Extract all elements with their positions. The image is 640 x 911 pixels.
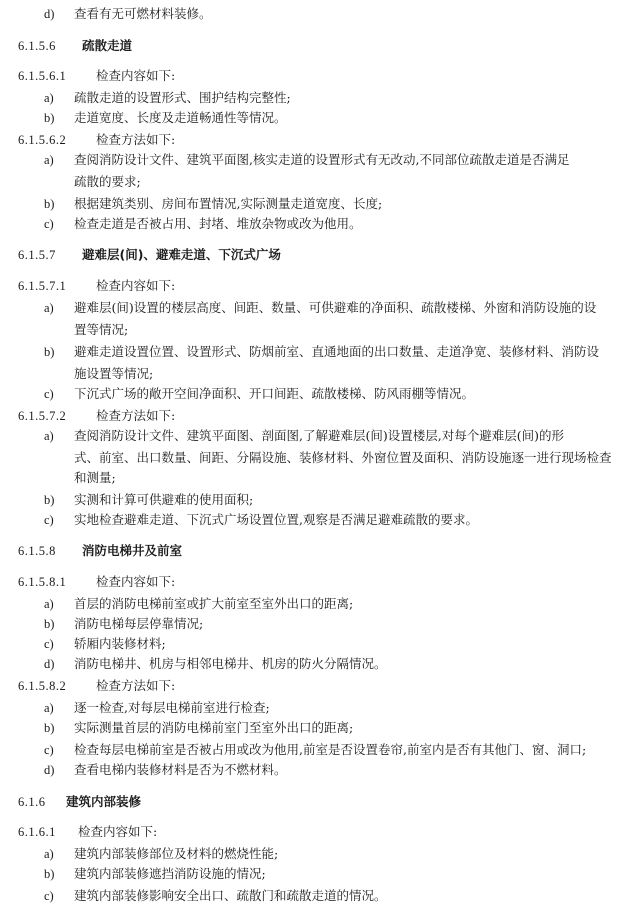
list-marker: a) xyxy=(44,429,54,443)
list-marker: b) xyxy=(44,345,55,359)
list-marker: a) xyxy=(44,153,54,167)
list-item-text: 查阅消防设计文件、建筑平面图、剖面图,了解避难层(间)设置楼层,对每个避难层(间)的形 xyxy=(74,428,564,443)
list-marker: b) xyxy=(44,867,55,881)
clause-number: 6.1.5.8.2 xyxy=(18,679,67,693)
list-item-text: 轿厢内装修材料; xyxy=(74,636,166,651)
section-number: 6.1.5.7 xyxy=(18,248,56,262)
list-item-text: 避难层(间)设置的楼层高度、间距、数量、可供避难的净面积、疏散楼梯、外窗和消防设施的设 xyxy=(74,300,597,315)
list-item-text: 查看有无可燃材料装修。 xyxy=(74,6,212,21)
list-marker: d) xyxy=(44,657,55,671)
list-marker: c) xyxy=(44,387,54,401)
list-item-text: 查看电梯内装修材料是否为不燃材料。 xyxy=(74,762,287,777)
list-item-text: 下沉式广场的敞开空间净面积、开口间距、疏散楼梯、防风雨棚等情况。 xyxy=(74,386,475,401)
list-item-text: 消防电梯井、机房与相邻电梯井、机房的防火分隔情况。 xyxy=(74,656,387,671)
clause-number: 6.1.5.7.1 xyxy=(18,279,67,293)
list-item-text: 检查走道是否被占用、封堵、堆放杂物或改为他用。 xyxy=(74,216,362,231)
list-item-text: 建筑内部装修遮挡消防设施的情况; xyxy=(74,866,266,881)
list-item-text: 避难走道设置位置、设置形式、防烟前室、直通地面的出口数量、走道净宽、装修材料、消防设 xyxy=(74,344,600,359)
list-marker: d) xyxy=(44,7,55,21)
list-item-text: 根据建筑类别、房间布置情况,实际测量走道宽度、长度; xyxy=(74,196,383,211)
list-item-continuation: 施设置等情况; xyxy=(74,366,154,381)
section-title: 避难层(间)、避难走道、下沉式广场 xyxy=(82,247,281,262)
clause-number: 6.1.5.8.1 xyxy=(18,575,67,589)
list-item-continuation: 疏散的要求; xyxy=(74,174,141,189)
section-title: 疏散走道 xyxy=(82,38,133,53)
list-marker: b) xyxy=(44,111,55,125)
list-item-text: 实际测量首层的消防电梯前室门至室外出口的距离; xyxy=(74,720,354,735)
list-item-text: 检查每层电梯前室是否被占用或改为他用,前室是否设置卷帘,前室内是否有其他门、窗、洞口; xyxy=(74,742,587,757)
clause-text: 检查内容如下: xyxy=(96,68,176,83)
list-item-text: 逐一检查,对每层电梯前室进行检查; xyxy=(74,700,270,715)
list-item-text: 走道宽度、长度及走道畅通性等情况。 xyxy=(74,110,287,125)
list-marker: a) xyxy=(44,597,54,611)
list-marker: c) xyxy=(44,217,54,231)
list-item-text: 首层的消防电梯前室或扩大前室至室外出口的距离; xyxy=(74,596,354,611)
list-item-text: 实测和计算可供避难的使用面积; xyxy=(74,492,254,507)
list-item-continuation: 式、前室、出口数量、间距、分隔设施、装修材料、外窗位置及面积、消防设施逐一进行现场检查 xyxy=(74,450,612,465)
clause-text: 检查方法如下: xyxy=(96,408,176,423)
list-item-text: 建筑内部装修部位及材料的燃烧性能; xyxy=(74,846,279,861)
clause-text: 检查内容如下: xyxy=(78,824,158,839)
list-marker: b) xyxy=(44,197,55,211)
clause-text: 检查方法如下: xyxy=(96,678,176,693)
clause-number: 6.1.6.1 xyxy=(18,825,56,839)
list-marker: b) xyxy=(44,721,55,735)
section-title: 消防电梯井及前室 xyxy=(82,543,183,558)
list-marker: a) xyxy=(44,701,54,715)
list-marker: c) xyxy=(44,743,54,757)
section-number: 6.1.5.8 xyxy=(18,544,56,558)
list-marker: a) xyxy=(44,301,54,315)
list-item-text: 实地检查避难走道、下沉式广场设置位置,观察是否满足避难疏散的要求。 xyxy=(74,512,478,527)
list-marker: b) xyxy=(44,493,55,507)
list-marker: b) xyxy=(44,617,55,631)
list-marker: c) xyxy=(44,513,54,527)
clause-number: 6.1.5.7.2 xyxy=(18,409,67,423)
clause-text: 检查内容如下: xyxy=(96,278,176,293)
section-number: 6.1.5.6 xyxy=(18,39,56,53)
list-item-continuation: 和测量; xyxy=(74,470,116,485)
list-item-continuation: 置等情况; xyxy=(74,322,129,337)
list-marker: c) xyxy=(44,889,54,903)
section-title: 建筑内部装修 xyxy=(66,794,142,809)
clause-number: 6.1.5.6.2 xyxy=(18,133,67,147)
clause-text: 检查方法如下: xyxy=(96,132,176,147)
list-item-text: 消防电梯每层停靠情况; xyxy=(74,616,204,631)
clause-text: 检查内容如下: xyxy=(96,574,176,589)
list-item-text: 建筑内部装修影响安全出口、疏散门和疏散走道的情况。 xyxy=(74,888,387,903)
section-number: 6.1.6 xyxy=(18,795,46,809)
clause-number: 6.1.5.6.1 xyxy=(18,69,67,83)
list-item-text: 疏散走道的设置形式、围护结构完整性; xyxy=(74,90,291,105)
list-marker: a) xyxy=(44,91,54,105)
list-item-text: 查阅消防设计文件、建筑平面图,核实走道的设置形式有无改动,不同部位疏散走道是否满足 xyxy=(74,152,570,167)
list-marker: d) xyxy=(44,763,55,777)
list-marker: a) xyxy=(44,847,54,861)
list-marker: c) xyxy=(44,637,54,651)
